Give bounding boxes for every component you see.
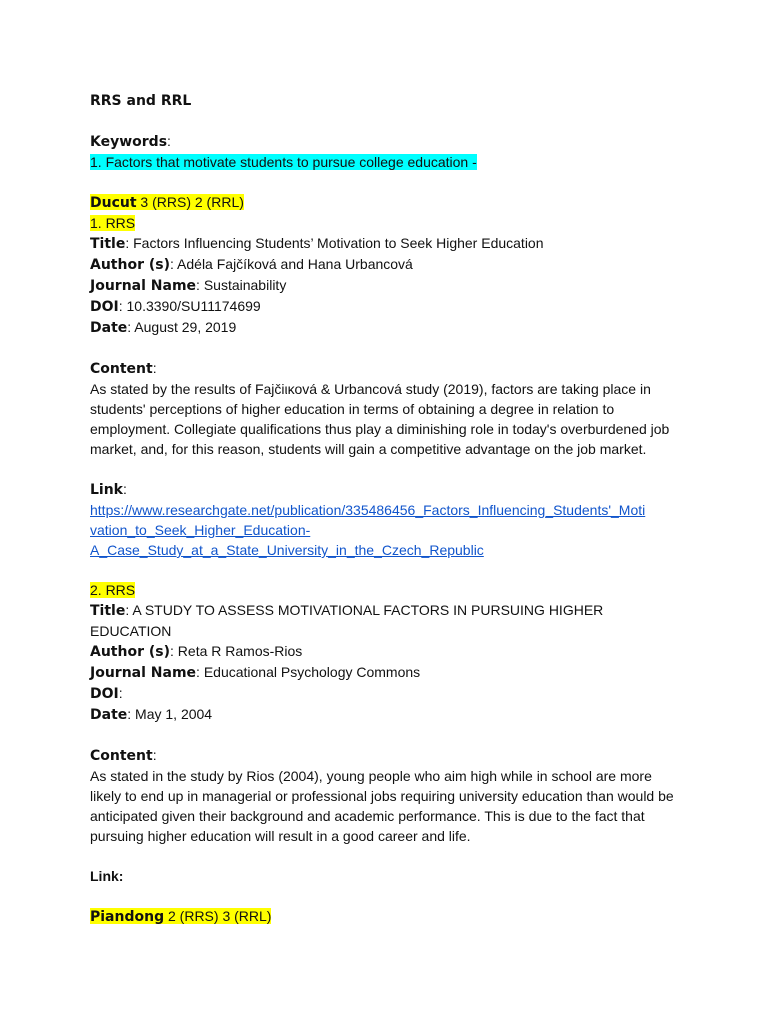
entry-date: May 1, 2004 (135, 706, 213, 722)
entry-doi: 10.3390/SU11174699 (126, 298, 261, 314)
entry-link-line-2[interactable]: vation_to_Seek_Higher_Education- (90, 522, 311, 538)
entry-heading: 2. RRS (90, 582, 136, 598)
entry-date-row: Date: August 29, 2019 (90, 319, 237, 336)
entry-title: A STUDY TO ASSESS MOTIVATIONAL FACTORS IN PURSUING HIGHER (132, 602, 604, 618)
section-header-ducut (90, 192, 680, 213)
section-counts: 2 (RRS) 3 (RRL) (164, 908, 272, 924)
entry-doi-row: DOI: 10.3390/SU11174699 (90, 298, 261, 315)
keywords-item (90, 152, 680, 172)
entry-content-label-row: Content: (90, 747, 157, 764)
entry-journal: Educational Psychology Commons (203, 664, 421, 680)
entry-link-label: Link: (90, 868, 124, 884)
entry-link-line-1[interactable]: https://www.researchgate.net/publication/335486456_Factors_Influencing_Students'_Moti (90, 502, 646, 518)
keywords-heading: Keywords: (90, 133, 171, 150)
entry-journal-row: Journal Name: Sustainability (90, 277, 287, 294)
section-name: Ducut (90, 195, 137, 211)
entry-journal-row: Journal Name: Educational Psychology Commons (90, 664, 421, 681)
keyword-highlight: 1. Factors that motivate students to pursue college education - (90, 154, 477, 170)
entry-author: Reta R Ramos-Rios (177, 643, 303, 659)
entry-date: August 29, 2019 (134, 319, 237, 335)
entry-content: As stated in the study by Rios (2004), young people who aim high while in school are more likely to end up in managerial or professional jobs requiring university education than would be anticipated given their background and academic performance. This is due to the fact that pursuing higher education will result in a good career and life. (90, 768, 674, 844)
section-name: Piandong (90, 909, 165, 925)
entry-title-row-cont (90, 621, 680, 641)
entry-doi-row: DOI: (90, 685, 123, 702)
entry-content-label-row: Content: (90, 360, 157, 377)
document-body (90, 91, 680, 927)
document-title: RRS and RRL (90, 93, 192, 109)
section-header-piandong (90, 906, 680, 927)
entry-title: Factors Influencing Students’ Motivation to Seek Higher Education (133, 235, 544, 251)
entry-author-row: Author (s): Reta R Ramos-Rios (90, 643, 303, 660)
entry-heading: 1. RRS (90, 215, 136, 231)
entry-title-row: Title: Factors Influencing Students’ Motivation to Seek Higher Education (90, 235, 544, 252)
entry-title-cont: EDUCATION (90, 623, 172, 639)
entry-link-line-3[interactable]: A_Case_Study_at_a_State_University_in_the_Czech_Republic (90, 542, 484, 558)
entry-title-row: Title: A STUDY TO ASSESS MOTIVATIONAL FACTORS IN PURSUING HIGHER (90, 602, 604, 619)
entry-journal: Sustainability (203, 277, 287, 293)
entry-date-row: Date: May 1, 2004 (90, 706, 213, 723)
entry-link-label-row: Link: (90, 481, 127, 498)
entry-content: As stated by the results of Fajčiικοvá & Urbancová study (2019), factors are taking place in students' perceptions of higher education in terms of obtaining a degree in relation to employment. Collegiate qualifications thus play a diminishing role in today's overburdened job market, and, for this reason, students will gain a competitive advantage on the job market. (90, 381, 670, 457)
keywords-label: Keywords (90, 134, 168, 150)
entry-author: Adéla Fajčíková and Hana Urbancová (177, 256, 413, 272)
section-counts: 3 (RRS) 2 (RRL) (136, 194, 244, 210)
entry-author-row: Author (s): Adéla Fajčíková and Hana Urbancová (90, 256, 413, 273)
